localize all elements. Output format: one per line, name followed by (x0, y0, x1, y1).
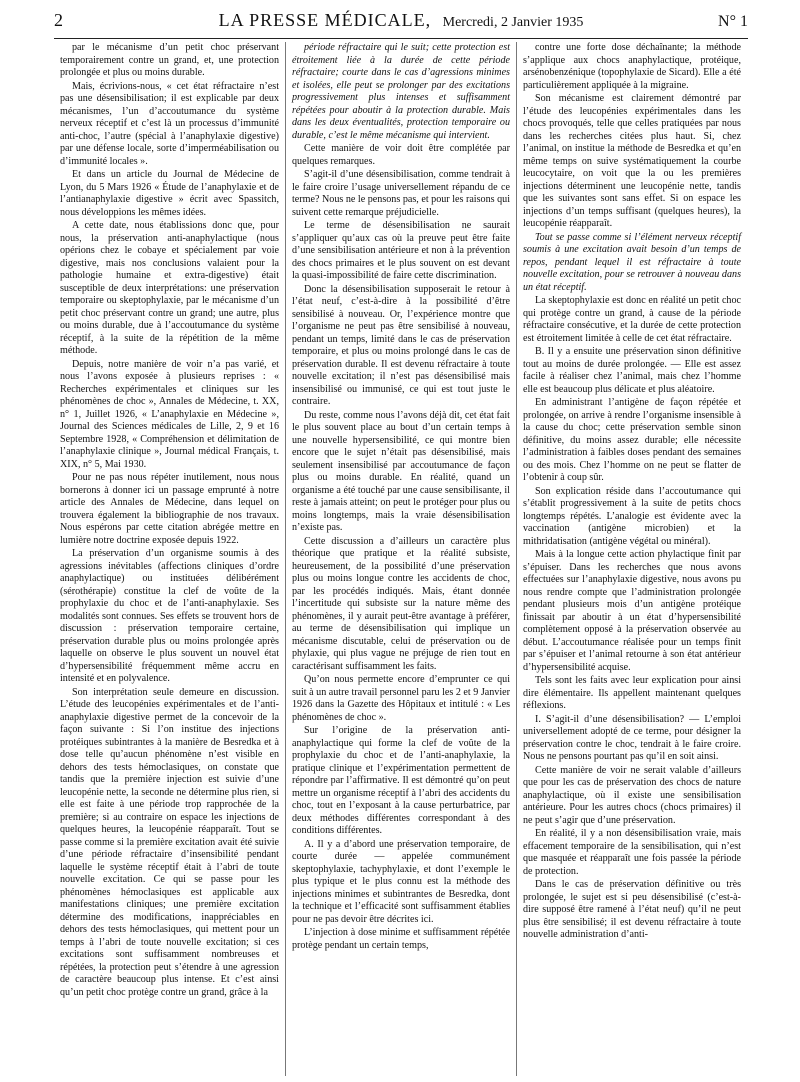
column-3 (516, 42, 747, 1076)
issue-date: Mercredi, 2 Janvier 1935 (442, 15, 584, 30)
paragraph: période réfractaire qui le suit; cette protection est étroitement liée à la durée de cette période réfractaire; courte dans le cas d’agressions minimes et isolées, elle peut se prolonger par des excitations progressivement plus intenses et suffisamment répétées pour aboutir à la protection durable. Mais dans les deux éventualités, protection temporaire ou durable, c’est le même mécanisme qui intervient. (292, 42, 510, 141)
column-1 (54, 42, 285, 1076)
paragraph: Donc la désensibilisation supposerait le retour à l’état neuf, c’est-à-dire à la possibilité d’être sensibilisé à nouveau. Or, l’expérience montre que l’organisme ne peut pas être sensibilisé à nouveau, pendant un temps, limité dans le cas de préservation temporaire, et plus ou moins prolongé dans le cas de préservation durable. Il est devenu réfractaire à toute nouvelle excitation; il n’est pas désensibilisé mais insensibilisé ou immunisé, ce qui est tout juste le contraire. (292, 283, 510, 407)
paragraph: Le terme de désensibilisation ne saurait s’appliquer qu’aux cas où la preuve peut être faite d’une sensibilisation antérieure et non à la prévention des chocs primaires et le plus souvent on est devant la quasi-impossibilité de faire cette discrimination. (292, 220, 510, 281)
paragraph: contre une forte dose déchaînante; la méthode s’applique aux chocs anaphylactique, protéique, arsénobenzénique (topophylaxie de Sicard). Elle a été particulièrement appliquée à la migraine. (523, 42, 741, 91)
page-number: 2 (54, 10, 63, 30)
issue-number: N° 1 (718, 13, 748, 30)
article-columns (54, 42, 748, 1076)
paragraph: Sur l’origine de la préservation anti-anaphylactique qui forme la clef de voûte de la prophylaxie du choc et de l’anti-anaphylaxie, la pratique clinique et l’expérimentation permettent de répondre par l’affirmative. Il est démontré qu’on peut mettre un organisme réceptif à l’abri des accidents du choc, tout en l’exposant à la cause perturbatrice, par deux méthodes différentes correspondant à des conditions différentes. (292, 725, 510, 836)
paragraph: Son mécanisme est clairement démontré par l’étude des leucopénies expérimentales dans les chocs provoqués, telle que celles pratiquées par nous dans les recherches citées plus haut. Si, chez l’animal, on institue la méthode de Besredka et qu’en même temps on suive systématiquement la courbe leucocytaire, on voit que la ou les premières injections déterminent une leucopénie nette, tandis que les suivantes sont sans effet. Si on espace les injections d’un temps suffisant (quelques heures), la leucopénie réapparaît. (523, 93, 741, 229)
paragraph: B. Il y a ensuite une préservation sinon définitive tout au moins de durée prolongée. — Elle est assez facile à réaliser chez l’animal, mais chez l’homme elle est beaucoup plus délicate et plus aléatoire. (523, 346, 741, 395)
header-rule (54, 38, 748, 39)
paragraph: Son explication réside dans l’accoutumance qui s’établit progressivement à la suite de petits chocs longtemps répétés. L’analogie est évidente avec la vaccination (antigène microbien) et la mithridatisation (antigène végétal ou minéral). (523, 485, 741, 547)
paragraph: S’agit-il d’une désensibilisation, comme tendrait à le faire croire l’usage universellement répandu de ce terme? Nous ne le pensons pas, et pour les raisons qui suivent cette remarque préjudicielle. (292, 169, 510, 218)
column-2 (285, 42, 516, 1076)
paragraph: Depuis, notre manière de voir n’a pas varié, et nous l’avons exposée à plusieurs reprises : « Recherches expérimentales et cliniques sur les phénomènes de choc », Annales de Médecine, t. XX, n° 1, Juillet 1926, « L’anaphylaxie en Médecine », Journal des Sciences médicales de Lille, 2, 9 et 16 Septembre 1928, « Compréhension et délimitation de l’anaphylaxie clinique », Journal médical Français, t. XIX, n° 5, Mai 1930. (60, 358, 279, 470)
paragraph: Pour ne pas nous répéter inutilement, nous nous bornerons à donner ici un passage emprunté à notre article des Annales de Médecine, dans lequel on trouvera également la bibliographie de nos travaux. Nous espérons par cette citation abrégée mettre en lumière notre doctrine exposée depuis 1922. (60, 472, 279, 546)
paragraph: Qu’on nous permette encore d’emprunter ce qui suit à un autre travail personnel paru les 2 et 9 Janvier 1926 dans la Gazette des Hôpitaux et intitulé : « Les phénomènes de choc ». (292, 674, 510, 723)
paragraph: La préservation d’un organisme soumis à des agressions inévitables (affections cliniques d’ordre anaphylactique) ou instituées délibérément (sérothérapie) constitue la clef de voûte de la prophylaxie du choc et de l’anti-anaphylaxie. Ses modalités sont connues. Ses effets se trouvent hors de discussion : préservation temporaire certaine, préservation durable plus ou moins prolongée après laquelle on observe le plus souvent un nouvel état d’hypersensibilité fréquemment même accru en intensité et en polyvalence. (60, 548, 279, 684)
paragraph: Mais, écrivions-nous, « cet état réfractaire n’est pas une désensibilisation; il est explicable par deux mécanismes, l’un d’accoutumance du système nerveux réceptif et c’est là un processus d’immunité anti-choc, l’autre (spécial à l’anaphylaxie digestive) par une défense locale, sorte d’imperméabilisation ou d’immunité locales ». (60, 80, 279, 167)
paragraph: Tout se passe comme si l’élément nerveux réceptif soumis à une excitation avait besoin d’un temps de repos, pendant lequel il est réfractaire à toute nouvelle excitation, pour se retrouver à nouveau dans un état réceptif. (523, 231, 741, 293)
paragraph: Et dans un article du Journal de Médecine de Lyon, du 5 Mars 1926 « Étude de l’anaphylaxie et de l’antianaphylaxie digestive » écrit avec Spassitch, nous développions les mêmes idées. (60, 169, 279, 218)
paragraph: En administrant l’antigène de façon répétée et prolongée, on arrive à rendre l’organisme insensible à la cause du choc; cette préservation semble sinon définitive, du moins assez durable; elle nécessite l’administration à faibles doses pendant des semaines ou des mois. Chez l’homme on ne peut se flatter de l’obtenir à coup sûr. (523, 397, 741, 483)
paragraph: En réalité, il y a non désensibilisation vraie, mais effacement temporaire de la sensibilisation, qui n’est que masquée et réapparaît une fois passée la période de protection. (523, 828, 741, 877)
paragraph: Son interprétation seule demeure en discussion. L’étude des leucopénies expérimentales et de l’anti-anaphylaxie digestive permet de la concevoir de la façon suivante : Si l’on institue des injections protéiques subintrantes à la manière de Besredka et à dose telle qu’aucun phénomène n’est visible en dehors des tests hémoclasiques, on constate que tandis que la première injection est suivie d’une leucopénie nette, la seconde ne détermine plus rien, si elle est faite à une période trop rapprochée de la première; si au contraire on espace les injections de quelques heures, la leucopénie réapparaît. Tout se passe comme si la première excitation avait été suivie d’une période réfractaire d’insensibilité pendant laquelle le système réceptif était à l’abri de toute nouvelle excitation. Ce qui se passe pour les phénomènes hémoclasiques est applicable aux manifestations cliniques; une première excitation détermine des modifications, inappréciables en dehors des tests hémoclasiques, qui mettent pour un temps à l’abri de toute nouvelle excitation; si ces excitations sont suffisamment nombreuses et répétées, la protection peut s’étendre à une agression de caractère beaucoup plus intense. Et c’est ainsi qu’un petit choc protège contre un grand, grâce à la (60, 686, 279, 998)
paragraph: Mais à la longue cette action phylactique finit par s’épuiser. Dans les recherches que nous avons effectuées sur l’anaphylaxie digestive, nous avons pu nous rendre compte que l’administration prolongée pendant plusieurs mois d’un antigène protéique finissait par aboutir à un état d’hypersensibilité complètement opposé à la préservation observée au début. L’accoutumance réalisée pour un temps finit par s’épuiser et l’animal retourne à son état antérieur d’hypersensibilité acquise. (523, 549, 741, 673)
paragraph: A. Il y a d’abord une préservation temporaire, de courte durée — appelée communément skeptophylaxie, tachyphylaxie, et dont l’exemple le plus typique et le plus connu est la méthode des injections minimes et subintrantes de Besredka, dont la technique et l’efficacité sont suffisamment établies pour ne pas devoir être décrites ici. (292, 838, 510, 925)
paragraph: Dans le cas de préservation définitive ou très prolongée, le sujet est si peu désensibilisé (c’est-à-dire supposé être ramené à l’état neuf) qu’il ne peut plus être sensibilisé; il est devenu réfractaire à toute nouvelle administration d’anti- (523, 879, 741, 940)
journal-title (94, 10, 708, 31)
paragraph: I. S’agit-il d’une désensibilisation? — L’emploi universellement adopté de ce terme, pour désigner la préservation contre le choc, tendrait à le faire croire. Nous ne pensons pourtant pas qu’il en soit ainsi. (523, 713, 741, 762)
paragraph: par le mécanisme d’un petit choc préservant temporairement contre un grand, et, une protection prolongée et plus ou moins durable. (60, 42, 279, 78)
paragraph: A cette date, nous établissions donc que, pour nous, la préservation anti-anaphylactique (nous opérions chez le cobaye et spécialement par voie digestive, mais nos conclusions valaient pour la pathologie humaine et extra-digestive) était susceptible de deux interprétations: une préservation temporaire ou skeptophylaxie, par le mécanisme d’un petit choc préservant contre un grand; une autre, plus ou moins durable, due à l’accoutumance du système réceptif, à la suite de la répétition de la même méthode. (60, 220, 279, 356)
page-header (54, 10, 748, 36)
paragraph: La skeptophylaxie est donc en réalité un petit choc qui protège contre un grand, à cause de la période réfractaire consécutive, et la durée de cette protection est étroitement limitée à celle de cet état réfractaire. (523, 295, 741, 344)
paragraph: Cette manière de voir ne serait valable d’ailleurs que pour les cas de préservation des chocs de nature anaphylactique, où il existe une sensibilisation antérieure. Pour les autres chocs (chocs primaires) il ne peut s’agir que d’une préservation. (523, 764, 741, 826)
paragraph: Tels sont les faits avec leur explication pour ainsi dire élémentaire. Ils appellent maintenant quelques réflexions. (523, 675, 741, 711)
paragraph: L’injection à dose minime et suffisamment répétée protège pendant un certain temps, (292, 927, 510, 951)
journal-name: LA PRESSE MÉDICALE, (218, 10, 432, 30)
paragraph: Du reste, comme nous l’avons déjà dit, cet état fait le plus souvent place au bout d’un certain temps à une nouvelle hypersensibilité, ce qui montre bien encore que le sujet n’était pas désensibilisé, mais seulement insensibilisé par accoutumance de façon plus ou moins durable. En réalité, quand un organisme a été touché par une cause sensibilisante, il reste à jamais atteint; on peut le protéger pour plus ou moins longtemps, mais la vraie désensibilisation n’existe pas. (292, 409, 510, 533)
paragraph: Cette discussion a d’ailleurs un caractère plus théorique que pratique et la réalité subsiste, heureusement, de la possibilité d’une préservation plus ou moins longue contre les accidents de choc, par les procédés indiqués. Mais, étant donnée l’incertitude qui subsiste sur la nature même des phénomènes, il y aurait peut-être avantage à préférer, au terme de désensibilisation qui implique un mécanisme discutable, celui de préservation ou de phylaxie, qui plus vague ne préjuge de rien tout en caractérisant suffisamment les faits. (292, 535, 510, 672)
paragraph: Cette manière de voir doit être complétée par quelques remarques. (292, 143, 510, 167)
